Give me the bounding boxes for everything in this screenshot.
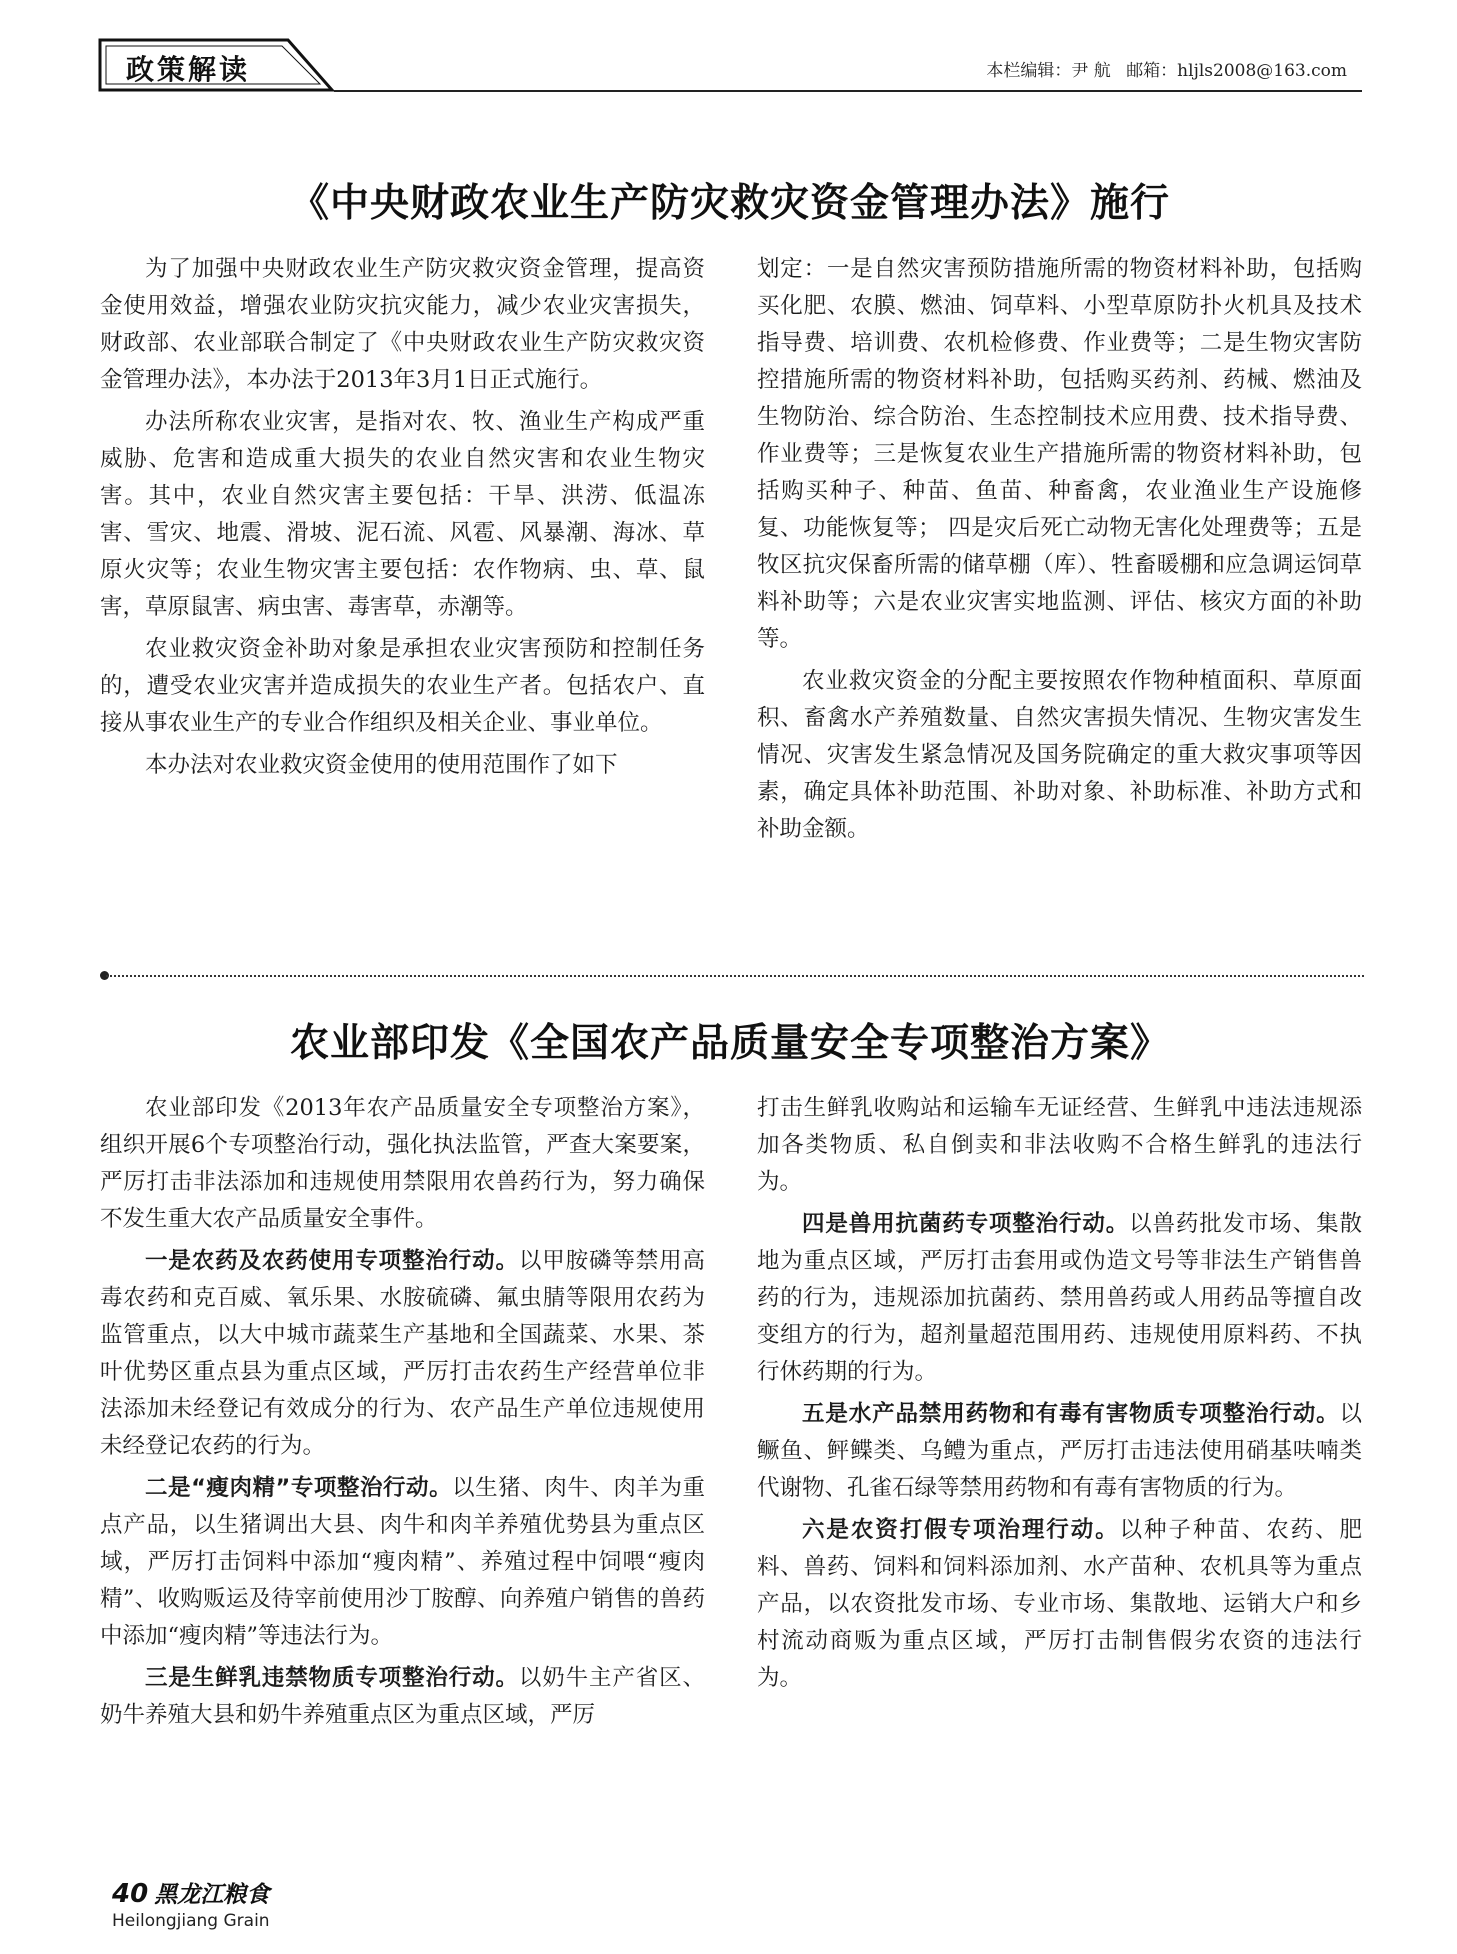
action-heading: 六是农资打假专项治理行动。: [802, 1517, 1120, 1543]
article2-paragraph: [757, 1206, 1362, 1391]
journal-name-en: Heilongjiang Grain: [112, 1911, 270, 1931]
action-heading: 二是“瘦肉精”专项整治行动。: [145, 1475, 453, 1501]
email-label: 邮箱：hljls2008@163.com: [1126, 61, 1347, 81]
page-footer: [112, 1876, 412, 1936]
article2-paragraph: 打击生鲜乳收购站和运输车无证经营、生鲜乳中违法违规添加各类物质、私自倒卖和非法收购不合格生鲜乳的违法行为。: [757, 1095, 1362, 1195]
article1-paragraph: 农业救灾资金补助对象是承担农业灾害预防和控制任务的，遭受农业灾害并造成损失的农业生产者。包括农户、直接从事农业生产的专业合作组织及相关企业、事业单位。: [100, 636, 705, 736]
article1-paragraph: 划定：一是自然灾害预防措施所需的物资材料补助，包括购买化肥、农膜、燃油、饲草料、小型草原防扑火机具及技术指导费、培训费、农机检修费、作业费等；二是生物灾害防控措施所需的物资材料补助，包括购买药剂、药械、燃油及生物防治、综合防治、生态控制技术应用费、技术指导费、作业费等；三是恢复农业生产措施所需的物资材料补助，包括购买种子、种苗、鱼苗、种畜禽，农业渔业生产设施修复、功能恢复等； 四是灾后死亡动物无害化处理费等；五是牧区抗灾保畜所需的储草棚（库）、牲畜暖棚和应急调运饲草料补助等；六是农业灾害实地监测、评估、核灾方面的补助等。: [757, 256, 1362, 652]
article1-title: 《中央财政农业生产防灾救灾资金管理办法》施行: [289, 181, 1170, 226]
article2-paragraph: [757, 1396, 1362, 1507]
article1-paragraph: 本办法对农业救灾资金使用的使用范围作了如下: [145, 752, 618, 778]
journal-name: 黑龙江粮食: [154, 1882, 270, 1908]
action-heading: 一是农药及农药使用专项整治行动。: [145, 1248, 519, 1274]
article1-paragraph: 农业救灾资金的分配主要按照农作物种植面积、草原面积、畜禽水产养殖数量、自然灾害损失情况、生物灾害发生情况、灾害发生紧急情况及国务院确定的重大救灾事项等因素，确定具体补助范围、补助对象、补助标准、补助方式和补助金额。: [757, 668, 1362, 842]
editor-label: 本栏编辑：尹 航: [986, 61, 1111, 81]
action-body: 以奶牛主产省区、奶牛养殖大县和奶牛养殖重点区为重点区域，严厉: [100, 1665, 705, 1728]
action-heading: 四是兽用抗菌药专项整治行动。: [802, 1211, 1130, 1237]
article2-left-column: [100, 1090, 705, 1739]
article1-paragraph: 办法所称农业灾害，是指对农、牧、渔业生产构成严重威胁、危害和造成重大损失的农业自然灾害和农业生物灾害。其中，农业自然灾害主要包括：干旱、洪涝、低温冻害、雪灾、地震、滑坡、泥石流、风雹、风暴潮、海冰、草原火灾等；农业生物灾害主要包括：农作物病、虫、草、鼠害，草原鼠害、病虫害、毒害草，赤潮等。: [100, 409, 705, 620]
action-body: 以甲胺磷等禁用高毒农药和克百威、氧乐果、水胺硫磷、氟虫腈等限用农药为监管重点，以大中城市蔬菜生产基地和全国蔬菜、水果、茶叶优势区重点县为重点区域，严厉打击农药生产经营单位非法添加未经登记有效成分的行为、农产品生产单位违规使用未经登记农药的行为。: [100, 1248, 705, 1459]
action-body: 以生猪、肉牛、肉羊为重点产品，以生猪调出大县、肉牛和肉羊养殖优势县为重点区域，严厉打击饲料中添加“瘦肉精”、养殖过程中饲喂“瘦肉精”、收购贩运及待宰前使用沙丁胺醇、向养殖户销售的兽药中添加“瘦肉精”等违法行为。: [100, 1475, 705, 1649]
action-body: 以兽药批发市场、集散地为重点区域，严厉打击套用或伪造文号等非法生产销售兽药的行为，违规添加抗菌药、禁用兽药或人用药品等擅自改变组方的行为，超剂量超范围用药、违规使用原料药、不执行休药期的行为。: [757, 1211, 1362, 1385]
section-tag: [98, 38, 334, 94]
article-separator: [106, 975, 1364, 977]
header-rule: [334, 90, 1362, 92]
action-body: 以种子种苗、农药、肥料、兽药、饲料和饲料添加剂、水产苗种、农机具等为重点产品，以农资批发市场、专业市场、集散地、运销大户和乡村流动商贩为重点区域，严厉打击制售假劣农资的违法行为。: [757, 1517, 1362, 1691]
page-number: 40: [112, 1879, 149, 1909]
article1-left-column: [100, 251, 705, 789]
article2-paragraph: [100, 1243, 705, 1465]
article2-title: 农业部印发《全国农产品质量安全专项整治方案》: [289, 1021, 1170, 1066]
article2-right-column: [757, 1090, 1362, 1702]
article2-paragraph: [100, 1470, 705, 1655]
action-heading: 三是生鲜乳违禁物质专项整治行动。: [145, 1665, 519, 1691]
action-body: 以鳜鱼、鲆鲽类、乌鳢为重点，严厉打击违法使用硝基呋喃类代谢物、孔雀石绿等禁用药物和有毒有害物质的行为。: [757, 1401, 1362, 1501]
article2-paragraph: [757, 1512, 1362, 1697]
action-heading: 五是水产品禁用药物和有毒有害物质专项整治行动。: [802, 1401, 1340, 1427]
article1-right-column: [757, 251, 1362, 853]
editor-info: [986, 56, 1347, 81]
article2-intro: 农业部印发《2013年农产品质量安全专项整治方案》，组织开展6个专项整治行动，强化执法监管，严查大案要案，严厉打击非法添加和违规使用禁限用农兽药行为，努力确保不发生重大农产品质量安全事件。: [100, 1095, 705, 1232]
article2-paragraph: [100, 1660, 705, 1734]
article1-paragraph: 为了加强中央财政农业生产防灾救灾资金管理，提高资金使用效益，增强农业防灾抗灾能力，减少农业灾害损失，财政部、农业部联合制定了《中央财政农业生产防灾救灾资金管理办法》，本办法于2013年3月1日正式施行。: [100, 256, 705, 393]
section-tag-label: 政策解读: [126, 53, 251, 86]
